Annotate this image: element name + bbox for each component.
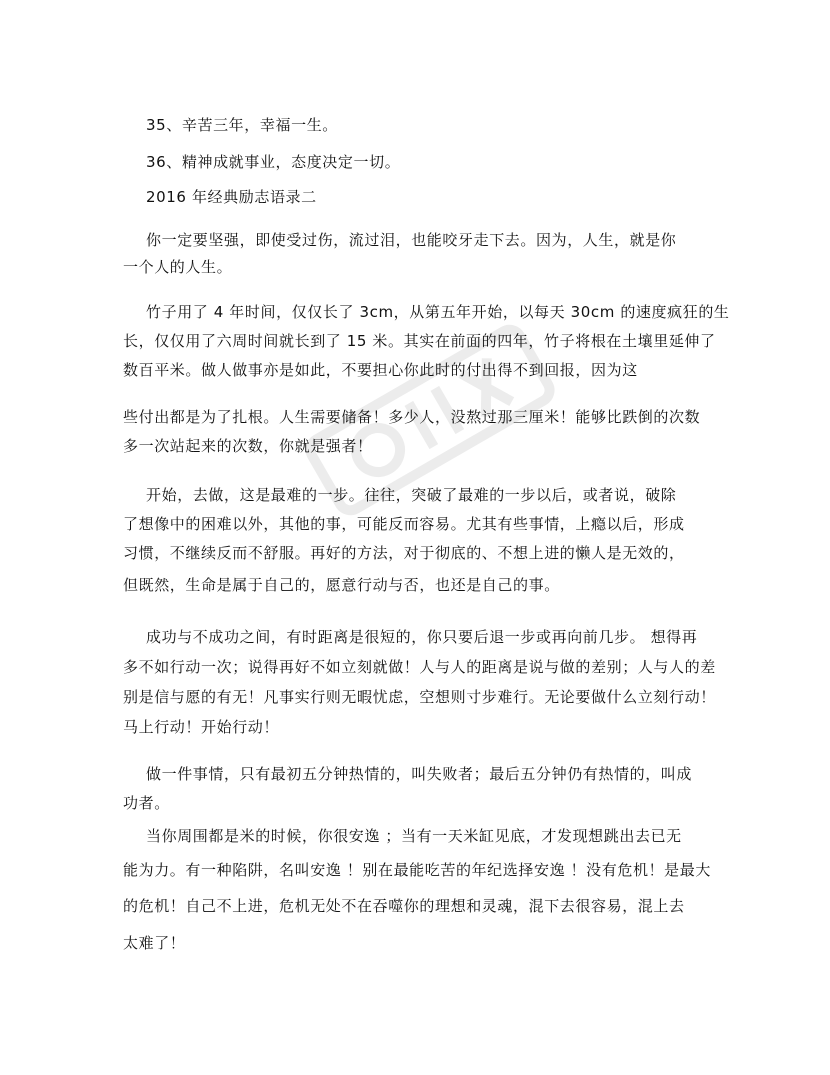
paragraph-line: 长，仅仅用了六周时间就长到了 15 米。其实在前面的四年，竹子将根在土壤里延伸了 [123, 332, 716, 350]
paragraph-line: 些付出都是为了扎根。人生需要储备！多少人，没熬过那三厘米！能够比跌倒的次数 [123, 408, 701, 426]
paragraph-line: 你一定要坚强，即使受过伤，流过泪，也能咬牙走下去。因为，人生，就是你 [146, 231, 677, 249]
paragraph-line: 太难了！ [123, 934, 186, 952]
paragraph-line: 数百平米。做人做事亦是如此，不要担心你此时的付出得不到回报，因为这 [123, 361, 638, 379]
paragraph-line: 马上行动！开始行动！ [123, 718, 280, 736]
paragraph-line: 竹子用了 4 年时间，仅仅长了 3cm，从第五年开始，以每天 30cm 的速度疯狂的生 [146, 303, 730, 321]
quote-line: 35、辛苦三年，幸福一生。 [146, 116, 338, 134]
paragraph-line: 做一件事情，只有最初五分钟热情的，叫失败者；最后五分钟仍有热情的，叫成 [146, 765, 693, 783]
section-heading: 2016 年经典励志语录二 [146, 188, 317, 206]
paragraph-line: 成功与不成功之间，有时距离是很短的，你只要后退一步或再向前几步。 想得再 [146, 628, 698, 646]
paragraph-line: 但既然，生命是属于自己的，愿意行动与否，也还是自己的事。 [123, 576, 560, 594]
paragraph-line: 的危机！自己不上进，危机无处不在吞噬你的理想和灵魂，混下去很容易，混上去 [123, 897, 685, 915]
quote-line: 36、精神成就事业，态度决定一切。 [146, 153, 401, 171]
paragraph-line: 一个人的人生。 [123, 258, 233, 276]
paragraph-line: 别是信与愿的有无！凡事实行则无暇忧虑，空想则寸步难行。无论要做什么立刻行动！ [123, 688, 716, 706]
paragraph-line: 开始，去做，这是最难的一步。往往，突破了最难的一步以后，或者说，破除 [146, 486, 677, 504]
paragraph-line: 了想像中的困难以外，其他的事，可能反而容易。尤其有些事情，上瘾以后，形成 [123, 515, 685, 533]
paragraph-line: 当你周围都是米的时候，你很安逸 ；当有一天米缸见底，才发现想跳出去已无 [146, 827, 682, 845]
paragraph-line: 能为力。有一种陷阱，名叫安逸 ！别在最能吃苦的年纪选择安逸 ！没有危机！是最大 [123, 861, 711, 879]
paragraph-line: 功者。 [123, 794, 170, 812]
paragraph-line: 习惯，不继续反而不舒服。再好的方法，对于彻底的、不想上进的懒人是无效的， [123, 544, 685, 562]
paragraph-line: 多一次站起来的次数，你就是强者！ [123, 437, 373, 455]
paragraph-line: 多不如行动一次；说得再好不如立刻就做！人与人的距离是说与做的差别；人与人的差 [123, 658, 716, 676]
